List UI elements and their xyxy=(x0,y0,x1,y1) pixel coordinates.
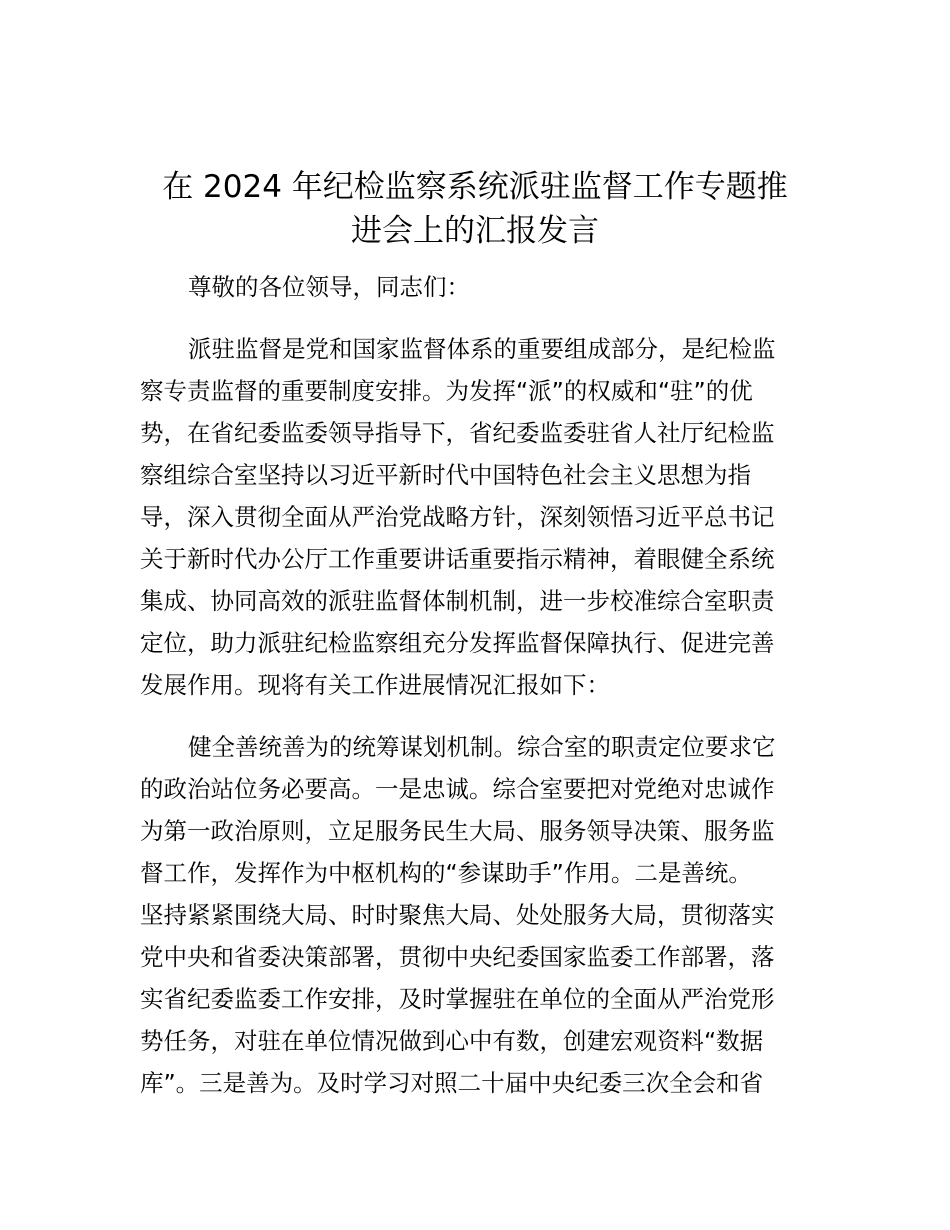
paragraph-line: 导，深入贯彻全面从严治党战略方针，深刻领悟习近平总书记 xyxy=(140,503,775,531)
paragraph-line: 定位，助力派驻纪检监察组充分发挥监督保障执行、促进完善 xyxy=(140,629,775,657)
paragraph-line: 的政治站位务必要高。一是忠诚。综合室要把对党绝对忠诚作 xyxy=(140,775,775,803)
paragraph-1 xyxy=(140,328,812,706)
salutation: 尊敬的各位领导，同志们： xyxy=(188,273,470,301)
document-title xyxy=(120,165,830,253)
paragraph-line: 察组综合室坚持以习近平新时代中国特色社会主义思想为指 xyxy=(140,461,751,489)
paragraph-line: 察专责监督的重要制度安排。为发挥“派”的权威和“驻”的优 xyxy=(140,377,753,405)
paragraph-line: 督工作，发挥作为中枢机构的“参谋助手”作用。二是善统。 xyxy=(140,859,752,887)
paragraph-line: 健全善统善为的统筹谋划机制。综合室的职责定位要求它 xyxy=(188,733,776,761)
paragraph-line: 集成、协同高效的派驻监督体制机制，进一步校准综合室职责 xyxy=(140,587,775,615)
paragraph-line: 关于新时代办公厅工作重要讲话重要指示精神，着眼健全系统 xyxy=(140,545,775,573)
paragraph-line: 派驻监督是党和国家监督体系的重要组成部分，是纪检监 xyxy=(188,335,776,363)
title-line-1: 在 2024 年纪检监察系统派驻监督工作专题推 xyxy=(162,169,788,205)
paragraph-line: 势任务，对驻在单位情况做到心中有数，创建宏观资料“数据 xyxy=(140,1027,764,1055)
paragraph-line: 实省纪委监委工作安排，及时掌握驻在单位的全面从严治党形 xyxy=(140,985,775,1013)
paragraph-line: 为第一政治原则，立足服务民生大局、服务领导决策、服务监 xyxy=(140,817,775,845)
paragraph-line: 党中央和省委决策部署，贯彻中央纪委国家监委工作部署，落 xyxy=(140,943,775,971)
title-line-2: 进会上的汇报发言 xyxy=(351,213,599,249)
paragraph-line: 坚持紧紧围绕大局、时时聚焦大局、处处服务大局，贯彻落实 xyxy=(140,901,775,929)
paragraph-line: 势，在省纪委监委领导指导下，省纪委监委驻省人社厅纪检监 xyxy=(140,419,775,447)
paragraph-line: 发展作用。现将有关工作进展情况汇报如下： xyxy=(140,671,610,699)
paragraph-line: 库”。三是善为。及时学习对照二十届中央纪委三次全会和省 xyxy=(140,1069,764,1097)
document-body xyxy=(140,266,812,1104)
paragraph-2 xyxy=(140,726,812,1104)
